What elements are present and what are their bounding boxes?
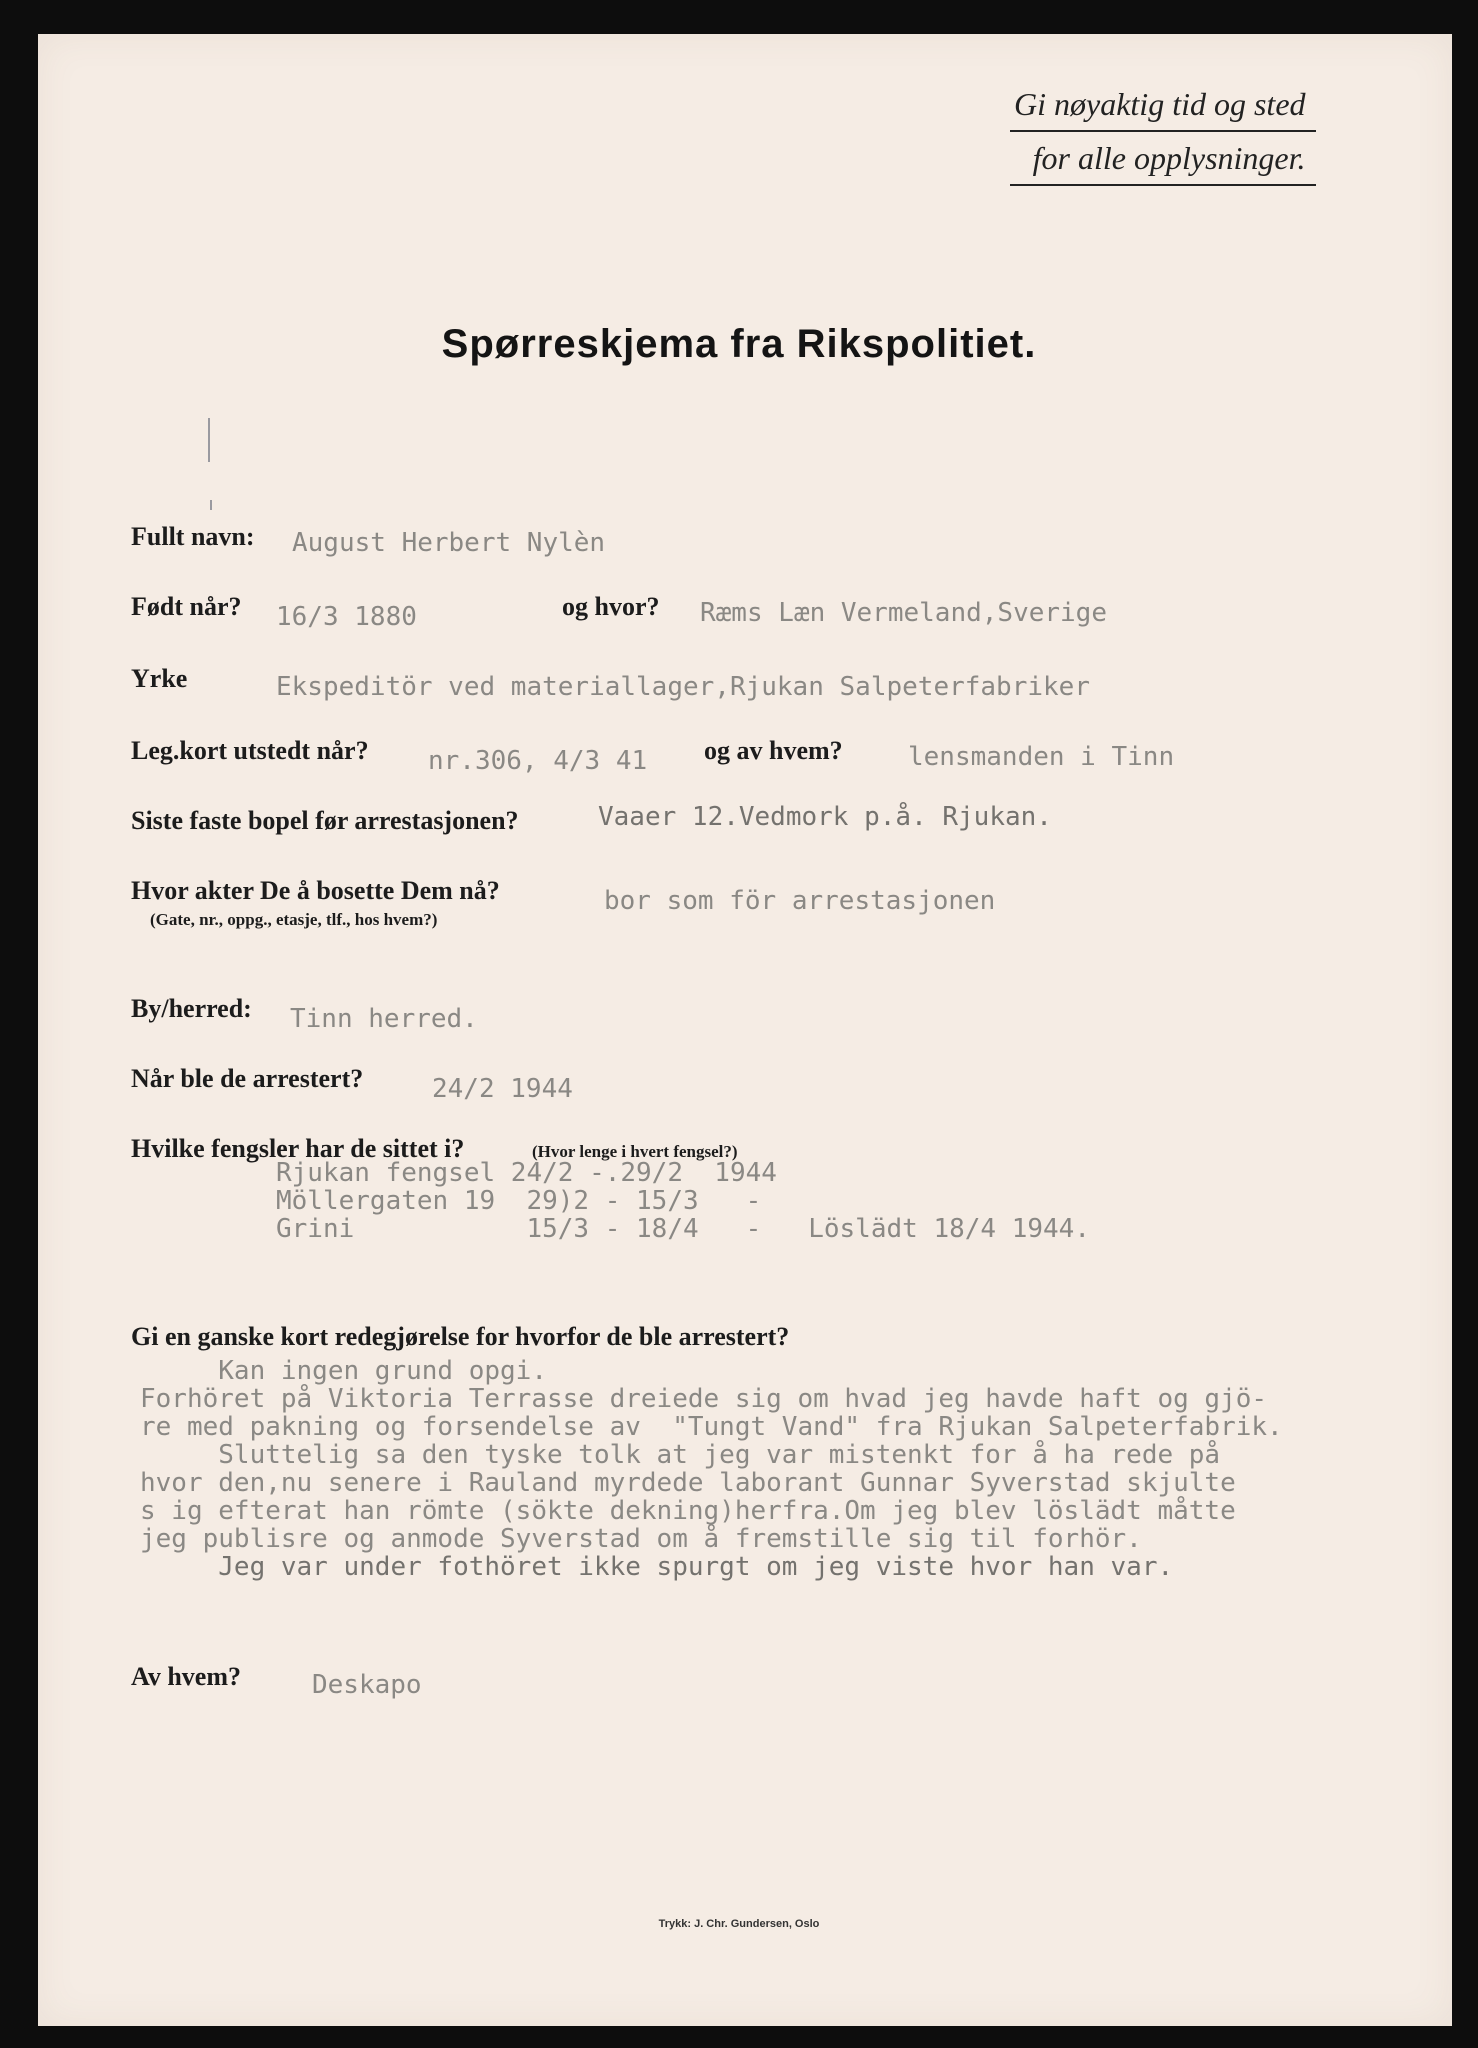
born-label: Født når? bbox=[131, 592, 242, 621]
issuer-label: og av hvem? bbox=[704, 736, 843, 765]
reason-label: Gi en ganske kort redegjørelse for hvorfor de ble arrestert? bbox=[131, 1322, 790, 1351]
arrested-label: Når ble de arrestert? bbox=[131, 1064, 364, 1093]
name-value: August Herbert Nylèn bbox=[292, 528, 606, 558]
prison-line: Rjukan fengsel 24/2 -.29/2 1944 bbox=[276, 1158, 777, 1188]
idcard-value: nr.306, 4/3 41 bbox=[428, 746, 648, 776]
reason-line: Jeg var under fothöret ikke spurgt om jeg viste hvor han var. bbox=[140, 1552, 1174, 1582]
birthplace-label: og hvor? bbox=[562, 592, 660, 621]
instruction-note bbox=[1010, 80, 1316, 188]
settle-sub-label: (Gate, nr., oppg., etasje, tlf., hos hvem?) bbox=[150, 910, 438, 929]
pencil-mark bbox=[210, 500, 212, 510]
printer-imprint: Trykk: J. Chr. Gundersen, Oslo bbox=[658, 1918, 820, 1930]
residence-label: Siste faste bopel før arrestasjonen? bbox=[131, 806, 519, 835]
reason-line: s ig efterat han römte (sökte dekning)herfra.Om jeg blev löslädt måtte bbox=[140, 1496, 1236, 1526]
occupation-label: Yrke bbox=[131, 664, 188, 693]
reason-line: re med pakning og forsendelse av "Tungt Vand" fra Rjukan Salpeterfabrik. bbox=[140, 1412, 1283, 1442]
reason-line: hvor den,nu senere i Rauland myrdede laborant Gunnar Syverstad skjulte bbox=[140, 1468, 1236, 1498]
instruction-line-2: for alle opplysninger. bbox=[1010, 134, 1316, 186]
town-label: By/herred: bbox=[131, 994, 252, 1023]
reason-line: Kan ingen grund opgi. bbox=[140, 1356, 547, 1386]
name-label: Fullt navn: bbox=[131, 522, 255, 551]
residence-value: Vaaer 12.Vedmork p.å. Rjukan. bbox=[598, 802, 1052, 832]
arrested-value: 24/2 1944 bbox=[432, 1074, 573, 1104]
reason-line: Forhöret på Viktoria Terrasse dreiede sig om hvad jeg havde haft og gjö- bbox=[140, 1384, 1268, 1414]
town-value: Tinn herred. bbox=[290, 1004, 478, 1034]
issuer-value: lensmanden i Tinn bbox=[908, 742, 1175, 772]
pencil-mark bbox=[208, 418, 210, 462]
prison-line: Möllergaten 19 29)2 - 15/3 - bbox=[276, 1186, 762, 1216]
prisons-label: Hvilke fengsler har de sittet i? bbox=[131, 1134, 465, 1163]
instruction-line-1: Gi nøyaktig tid og sted bbox=[1010, 80, 1316, 132]
idcard-label: Leg.kort utstedt når? bbox=[131, 736, 369, 765]
settle-value: bor som för arrestasjonen bbox=[604, 886, 996, 916]
birthplace-value: Ræms Læn Vermeland,Sverige bbox=[700, 598, 1107, 628]
bywhom-label: Av hvem? bbox=[131, 1662, 242, 1691]
reason-line: Sluttelig sa den tyske tolk at jeg var mistenkt for å ha rede på bbox=[140, 1440, 1221, 1470]
form-title: Spørreskjema fra Rikspolitiet. bbox=[441, 322, 1037, 366]
occupation-value: Ekspeditör ved materiallager,Rjukan Salpeterfabriker bbox=[276, 672, 1090, 702]
bywhom-value: Deskapo bbox=[312, 1670, 422, 1700]
born-value: 16/3 1880 bbox=[276, 602, 417, 632]
prisons-sub-label: (Hvor lenge i hvert fengsel?) bbox=[532, 1142, 738, 1161]
reason-line: jeg publisre og anmode Syverstad om å fremstille sig til forhör. bbox=[140, 1524, 1142, 1554]
prison-line: Grini 15/3 - 18/4 - Löslädt 18/4 1944. bbox=[276, 1214, 1090, 1244]
settle-label: Hvor akter De å bosette Dem nå? bbox=[131, 876, 500, 905]
